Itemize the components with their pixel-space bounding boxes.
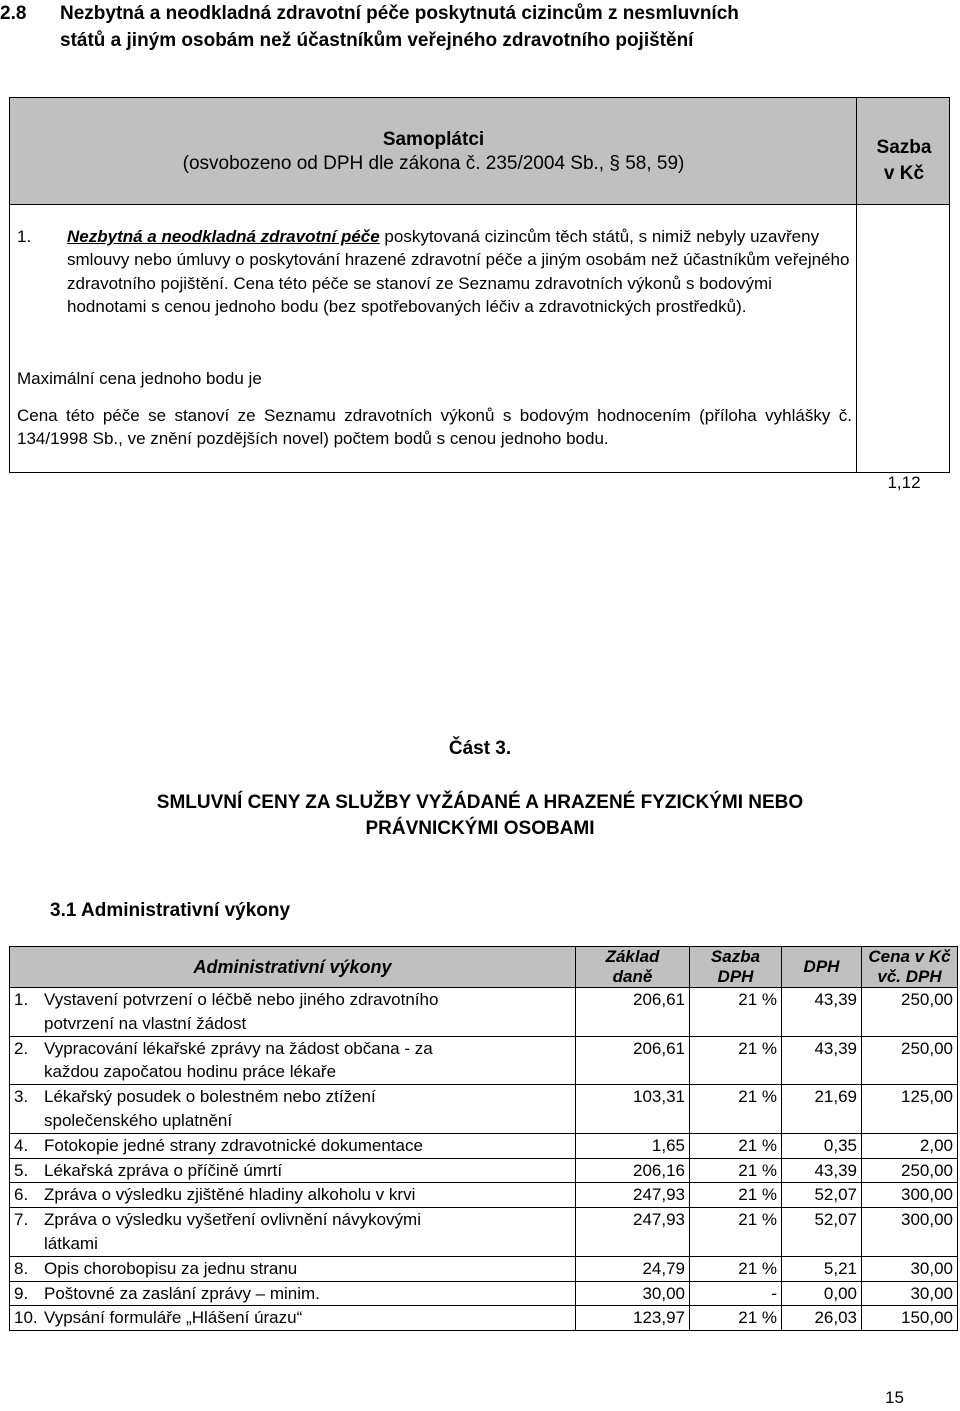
cell-zaklad: 123,97: [576, 1306, 690, 1331]
row-label-line1: Poštovné za zaslání zprávy – minim.: [44, 1283, 320, 1303]
table-row: [10, 1183, 958, 1208]
row-number: 4.: [14, 1135, 29, 1155]
row-label-line2: každou započatou hodinu práce lékaře: [44, 1062, 337, 1082]
cell-cena: 250,00: [862, 1036, 958, 1085]
cell-dph: 5,21: [782, 1256, 862, 1281]
cell-zaklad: 30,00: [576, 1281, 690, 1306]
section-3-1-heading: 3.1 Administrativní výkony: [50, 900, 291, 921]
samoplatci-table: [9, 97, 950, 492]
cell-cena: 300,00: [862, 1208, 958, 1257]
row-label: [10, 1158, 576, 1183]
cell-sazba: 21 %: [690, 1306, 782, 1331]
row-label: [10, 1183, 576, 1208]
part-3-title: Část 3.: [448, 738, 512, 759]
cell-zaklad: 103,31: [576, 1085, 690, 1134]
sazba-header-line2: v Kč: [883, 163, 925, 184]
table1-header-right: [856, 97, 950, 205]
cell-cena: 30,00: [862, 1256, 958, 1281]
cell-zaklad: 206,16: [576, 1158, 690, 1183]
cell-cena: 150,00: [862, 1306, 958, 1331]
cell-zaklad: 206,61: [576, 1036, 690, 1085]
row-label-line1: Zpráva o výsledku zjištěné hladiny alkoholu v krvi: [44, 1185, 416, 1205]
col-header-cena: [862, 947, 958, 988]
table-row: [10, 1208, 958, 1257]
cell-zaklad: 247,93: [576, 1183, 690, 1208]
row-label: [10, 1281, 576, 1306]
row-label-line1: Fotokopie jedné strany zdravotnické dokumentace: [44, 1135, 423, 1155]
row-label-line1: Vypracování lékařské zprávy na žádost občana - za: [44, 1038, 433, 1058]
table1-body-right: [856, 205, 950, 492]
cell-dph: 21,69: [782, 1085, 862, 1134]
cell-cena: 30,00: [862, 1281, 958, 1306]
samoplatci-subtitle: (osvobozeno od DPH dle zákona č. 235/2004 Sb., § 58, 59): [182, 153, 685, 174]
cell-sazba: 21 %: [690, 1158, 782, 1183]
row-label: [10, 1133, 576, 1158]
cena-paragraph: Cena této péče se stanoví ze Seznamu zdravotních výkonů s bodovým hodnocením (příloha vyhlášky č. 134/1998 Sb., ve znění pozdějších novel) počtem bodů s cenou jednoho bodu.: [17, 406, 852, 449]
part-3-subtitle: [90, 790, 870, 842]
row-label-line2: společenského uplatnění: [44, 1110, 233, 1130]
zaklad-line1: Základ: [605, 947, 660, 966]
cell-cena: 250,00: [862, 988, 958, 1037]
cell-sazba: 21 %: [690, 1133, 782, 1158]
row-number: 5.: [14, 1160, 29, 1180]
sazba-header-line1: Sazba: [876, 137, 932, 158]
row-label: [10, 1085, 576, 1134]
row-number: 2.: [14, 1038, 29, 1058]
row-number: 8.: [14, 1258, 29, 1278]
row-label-line2: potvrzení na vlastní žádost: [44, 1013, 247, 1033]
cell-cena: 2,00: [862, 1133, 958, 1158]
table-row: [10, 1036, 958, 1085]
table-row: [10, 1158, 958, 1183]
row-label: [10, 1208, 576, 1257]
cell-dph: 43,39: [782, 988, 862, 1037]
max-point-price: 1,12: [887, 473, 921, 492]
table-row: [10, 1306, 958, 1331]
sazba-line1: Sazba: [710, 947, 761, 966]
table-row: [10, 1085, 958, 1134]
row-label-line1: Lékařská zpráva o příčině úmrtí: [44, 1160, 283, 1180]
row-label-line1: Vypsání formuláře „Hlášení úrazu“: [44, 1308, 303, 1328]
cell-sazba: 21 %: [690, 988, 782, 1037]
cena-line1: Cena v Kč: [868, 947, 951, 966]
row-label-line1: Vystavení potvrzení o léčbě nebo jiného zdravotního: [44, 990, 439, 1009]
row-label: [10, 1256, 576, 1281]
cell-dph: 0,00: [782, 1281, 862, 1306]
cena-line2: vč. DPH: [877, 967, 942, 986]
cell-cena: 300,00: [862, 1183, 958, 1208]
table-row: [10, 988, 958, 1037]
max-point-label: Maximální cena jednoho bodu je: [17, 369, 262, 388]
row-number: 6.: [14, 1185, 29, 1205]
cell-sazba: 21 %: [690, 1085, 782, 1134]
item-1-bold-title: Nezbytná a neodkladná zdravotní péče: [67, 227, 380, 246]
row-number: 7.: [14, 1210, 29, 1230]
cell-cena: 250,00: [862, 1158, 958, 1183]
item-1-text: poskytovaná cizincům těch států, s nimiž nebyly uzavřeny smlouvy nebo úmluvy o poskytování hrazené zdravotní péče a jiným osobám než účastníkům veřejného zdravotního pojištění. Cena této péče se stanoví ze Seznamu zdravotních výkonů s bodovými hodnotami s cenou jednoho bodu (bez spotřebovaných léčiv a zdravotnických prostředků).: [67, 227, 850, 316]
table-row: [10, 1256, 958, 1281]
row-number: 9.: [14, 1283, 29, 1303]
cell-zaklad: 247,93: [576, 1208, 690, 1257]
col-header-zaklad: [576, 947, 690, 988]
zaklad-line2: daně: [612, 967, 653, 986]
table1-header-left: [9, 97, 856, 205]
row-number: 3.: [14, 1087, 29, 1107]
cell-sazba: 21 %: [690, 1256, 782, 1281]
row-label: [10, 1306, 576, 1331]
cell-dph: 52,07: [782, 1208, 862, 1257]
sazba-line2: DPH: [717, 967, 754, 986]
part-3-subtitle-line2: PRÁVNICKÝMI OSOBAMI: [365, 818, 595, 839]
col-header-admin: Administrativní výkony: [10, 947, 576, 988]
section-title-line1: Nezbytná a neodkladná zdravotní péče poskytnutá cizincům z nesmluvních: [60, 3, 739, 24]
col-header-sazba: [690, 947, 782, 988]
cell-zaklad: 24,79: [576, 1256, 690, 1281]
row-label-line1: Zpráva o výsledku vyšetření ovlivnění návykovými: [44, 1210, 421, 1230]
page-number: 15: [885, 1388, 904, 1407]
row-label-line1: Lékařský posudek o bolestném nebo ztížení: [44, 1087, 376, 1107]
row-label-line1: Opis chorobopisu za jednu stranu: [44, 1258, 298, 1278]
cell-sazba: -: [690, 1281, 782, 1306]
cell-zaklad: 1,65: [576, 1133, 690, 1158]
cell-dph: 0,35: [782, 1133, 862, 1158]
col-header-dph: DPH: [782, 947, 862, 988]
row-label: [10, 1036, 576, 1085]
cell-zaklad: 206,61: [576, 988, 690, 1037]
row-number: 10.: [14, 1308, 38, 1328]
administrative-fees-table: [9, 946, 957, 1331]
cell-dph: 26,03: [782, 1306, 862, 1331]
cell-sazba: 21 %: [690, 1036, 782, 1085]
item-1-number: 1.: [17, 227, 32, 246]
cell-dph: 43,39: [782, 1036, 862, 1085]
section-title-line2: států a jiným osobám než účastníkům veřejného zdravotního pojištění: [60, 30, 694, 51]
cell-dph: 52,07: [782, 1183, 862, 1208]
row-label-line2: látkami: [44, 1233, 98, 1253]
section-number: 2.8: [0, 3, 27, 24]
table2-header-row: [10, 947, 958, 988]
cell-dph: 43,39: [782, 1158, 862, 1183]
samoplatci-title: Samoplátci: [382, 129, 485, 150]
table-row: [10, 1281, 958, 1306]
cell-cena: 125,00: [862, 1085, 958, 1134]
table-row: [10, 1133, 958, 1158]
row-number: 1.: [14, 990, 29, 1009]
part-3-subtitle-line1: SMLUVNÍ CENY ZA SLUŽBY VYŽÁDANÉ A HRAZENÉ FYZICKÝMI NEBO: [156, 792, 804, 813]
row-label: [10, 988, 576, 1037]
cell-sazba: 21 %: [690, 1183, 782, 1208]
section-2-8-heading: [0, 0, 940, 54]
cell-sazba: 21 %: [690, 1208, 782, 1257]
